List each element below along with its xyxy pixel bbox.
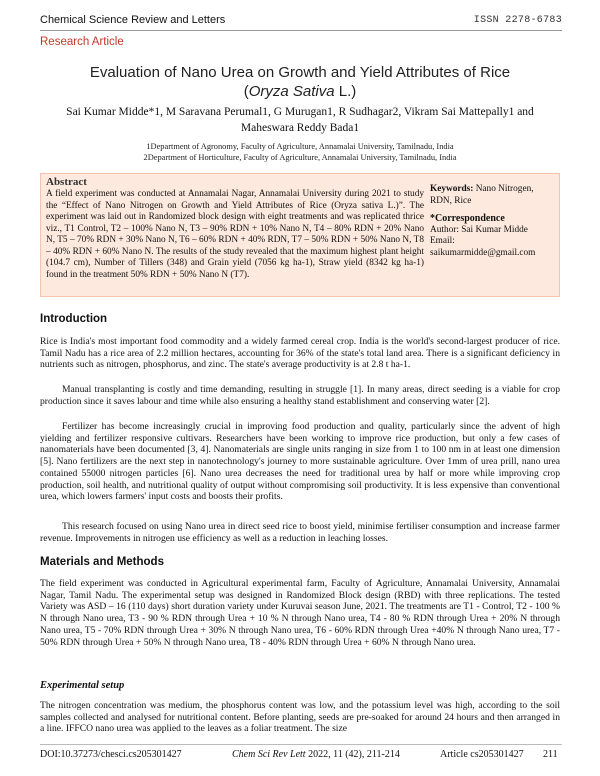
title-species: Oryza Sativa [248, 83, 335, 100]
article-type: Research Article [40, 36, 124, 48]
footer-journal-abbr: Chem Sci Rev Lett [232, 749, 306, 760]
keywords-value: Nano Nitrogen, RDN, Rice [430, 184, 534, 206]
intro-paragraph-3: Fertilizer has become increasingly crucial in improving food production and quality, particularly since the advent of high yielding and fertilizer responsive cultivars. Researchers have been working to improve rice production, but only a few cases of nanomaterials have been documented [3, 4]. Nanomaterials are single units ranging in size from 1 to 100 nm in at least one dimension [5]. Nano fertilizers are the next step in nanotechnology's journey to more sustainable agriculture. Over 1mm of urea prill, nano urea contained 55000 nitrogen particles [6]. Nano urea decreases the need for traditional urea by half or more while improving crop production, soil health, and nutritional quality of output without compromising soil productivity. It is less expensive than conventional urea, which lowers farmers' input costs and boosts their profits. [40, 421, 560, 503]
correspondence-heading: *Correspondence [430, 213, 505, 224]
footer-volume: 2022, 11 (42), 211-214 [308, 749, 400, 760]
keywords [430, 184, 556, 207]
footer-doi[interactable]: DOI:10.37273/chesci.cs205301427 [40, 749, 182, 760]
affiliations [40, 141, 560, 163]
intro-paragraph-2: Manual transplanting is costly and time demanding, resulting in struggle [1]. In many areas, direct seeding is a viable for crop production since it saves labour and time while also ensuring a healthy stand establishment and conserving water [2]. [40, 384, 560, 407]
abstract-text: A field experiment was conducted at Annamalai Nagar, Annamalai University during 2021 to study the “Effect of Nano Nitrogen on Growth and Yield Attributes of Rice (Oryza sativa L.)”. The experiment was laid out in Randomized block design with eight treatments and was replicated thrice viz., T1 Control, T2 – 100% Nano N, T3 – 90% RDN + 10% Nano N, T4 – 80% RDN + 20% Nano N, T5 – 70% RDN + 30% Nano N, T6 – 60% RDN + 40% RDN, T7 – 50% RDN + 50% Nano N, T8 – 40% RDN + 60% Nano N. The results of the study revealed that the maximum highest plant height (104.7 cm), Number of Tillers (348) and Grain yield (7056 kg ha-1), Straw yield (8342 kg ha-1) found in the treatment 50% RDN + 50% Nano N (T7). [46, 189, 424, 280]
methods-paragraph-2: The nitrogen concentration was medium, the phosphorus content was low, and the potassium level was high, according to the soil samples collected and analysed for nutritional content. Before planting, seeds are pre-soaked for around 24 hours and then arranged in a line. IFFCO nano urea was applied to the leaves as a foliar treatment. The size [40, 700, 560, 735]
authors-line-2: Maheswara Reddy Bada1 [240, 122, 360, 134]
subsection-heading-experimental-setup: Experimental setup [40, 680, 125, 691]
title-main: Evaluation of Nano Urea on Growth and Yield Attributes of Rice [89, 64, 511, 81]
journal-name: Chemical Science Review and Letters [40, 14, 226, 26]
footer-article-number: Article cs205301427 [440, 749, 524, 760]
title-suffix: L.) [338, 83, 357, 100]
keywords-label: Keywords: [430, 184, 474, 194]
section-heading-methods: Materials and Methods [40, 556, 164, 568]
abstract-box [40, 173, 560, 297]
methods-paragraph-1: The field experiment was conducted in Agricultural experimental farm, Faculty of Agriculture, Annamalai University, Annamalai Nagar, Tamil Nadu. The experimental setup was designed in Randomized Block design (RBD) with three replications. The tested Variety was ASD – 16 (110 days) short duration variety under Kuruvai season June, 2021. The treatments are T1 - Control, T2 - 100 % N through Nano urea, T3 - 90 % RDN through Urea + 10 % N through Nano urea, T4 - 80 % RDN through Urea + 20% N through Nano urea, T5 - 70% RDN through Urea + 30% N through Nano urea, T6 - 60% RDN through Urea +40% N through Nano urea, T7 - 50% RDN through Urea + 50% N through Nano urea, T8 - 40% RDN through Urea + 60% N through Nano urea. [40, 578, 560, 648]
section-heading-introduction: Introduction [40, 313, 108, 325]
abstract-heading: Abstract [46, 176, 87, 188]
email-label: Email: [430, 236, 455, 246]
footer-citation [232, 749, 400, 760]
email-link[interactable]: saikumarmidde@gmail.com [430, 247, 536, 258]
page-number: 211 [543, 749, 558, 760]
paper-title: Evaluation of Nano Urea on Growth and Yield Attributes of Rice (Oryza Sativa L.) [89, 64, 511, 100]
footer-divider [40, 744, 562, 745]
affiliation-2: 2Department of Horticulture, Faculty of Agriculture, Annamalai University, Tamilnadu, India [143, 153, 457, 162]
issn: ISSN 2278-6783 [473, 15, 562, 26]
affiliation-1: 1Department of Agronomy, Faculty of Agriculture, Annamalai University, Tamilnadu, India [146, 142, 454, 151]
header-divider [40, 30, 562, 31]
authors-line-1: Sai Kumar Midde*1, M Saravana Perumal1, G Murugan1, R Sudhagar2, Vikram Sai Mattepally1 and [66, 106, 534, 118]
correspondence-author: Author: Sai Kumar Midde [430, 224, 528, 235]
author-list [40, 104, 560, 136]
intro-paragraph-1: Rice is India's most important food commodity and a widely farmed cereal crop. India is the world's second-largest producer of rice. Tamil Nadu has a rice area of 2.2 million hectares, accounting for 36% of the state's total land area. There is a significant deficiency in nutrients such as nitrogen, phosphorus, and zinc. The state's average productivity is at 2.8 t ha-1. [40, 336, 560, 371]
abstract-sidebar [430, 184, 556, 259]
intro-paragraph-4: This research focused on using Nano urea in direct seed rice to boost yield, minimise fertiliser consumption and increase farmer revenue. Improvements in nitrogen use efficiency as well as a reduction in leaching losses. [40, 521, 560, 544]
